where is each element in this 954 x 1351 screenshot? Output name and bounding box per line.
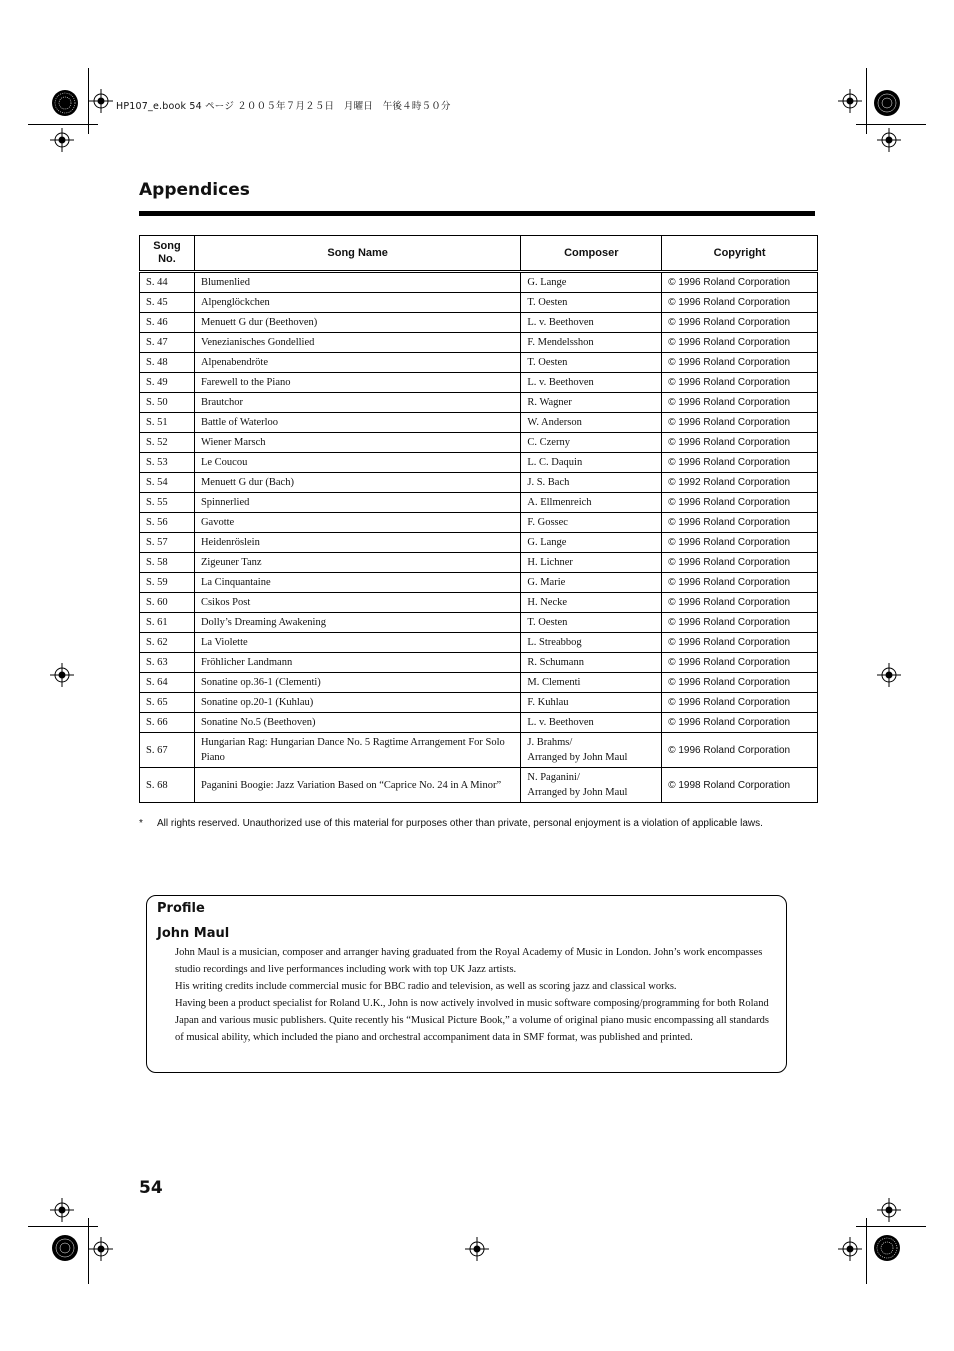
cell-song-no: S. 55 [140,493,195,513]
cell-song-name: Gavotte [194,513,520,533]
cell-song-name: Zigeuner Tanz [194,553,520,573]
cell-song-no: S. 67 [140,733,195,768]
starburst-disc-icon [51,89,79,117]
composer-line: R. Schumann [527,657,584,668]
profile-body [175,944,775,1046]
registration-mark-icon [877,1198,901,1222]
composer-line: J. Brahms/ [527,737,573,748]
cell-song-name: Paganini Boogie: Jazz Variation Based on “Caprice No. 24 in A Minor” [194,768,520,803]
cell-song-no: S. 58 [140,553,195,573]
registration-mark-icon [50,1198,74,1222]
cell-composer [521,613,662,633]
composer-line: Arranged by John Maul [527,752,628,763]
cell-song-no: S. 59 [140,573,195,593]
composer-line: L. Streabbog [527,637,582,648]
cell-composer [521,272,662,293]
table-row [140,453,818,473]
crop-mark [856,1226,926,1227]
print-header: HP107_e.book 54 ページ ２００５年７月２５日 月曜日 午後４時５０分 [116,101,451,112]
table-row [140,393,818,413]
registration-mark-icon [50,128,74,152]
header-song-no: Song No. [140,236,195,272]
cell-copyright: © 1996 Roland Corporation [662,393,818,413]
cell-copyright: © 1996 Roland Corporation [662,633,818,653]
cell-composer [521,593,662,613]
cell-song-name: Venezianisches Gondellied [194,333,520,353]
composer-line: Arranged by John Maul [527,787,628,798]
cell-composer [521,313,662,333]
composer-line: L. v. Beethoven [527,717,594,728]
composer-line: G. Lange [527,277,567,288]
cell-song-no: S. 64 [140,673,195,693]
profile-box [146,895,787,1073]
registration-mark-icon [50,663,74,687]
registration-mark-icon [838,1237,862,1261]
crop-mark [28,124,98,125]
cell-copyright: © 1996 Roland Corporation [662,493,818,513]
table-row [140,493,818,513]
table-row [140,768,818,803]
cell-song-no: S. 68 [140,768,195,803]
composer-line: W. Anderson [527,417,582,428]
cell-song-name: Farewell to the Piano [194,373,520,393]
cell-song-no: S. 65 [140,693,195,713]
table-row [140,733,818,768]
cell-copyright: © 1996 Roland Corporation [662,653,818,673]
cell-song-name: Blumenlied [194,272,520,293]
cell-song-name: Spinnerlied [194,493,520,513]
starburst-disc-icon [873,1234,901,1262]
cell-composer [521,673,662,693]
cell-composer [521,533,662,553]
table-row [140,272,818,293]
footnote [139,818,763,829]
composer-line: H. Lichner [527,557,573,568]
cell-composer [521,413,662,433]
table-row [140,713,818,733]
cell-song-name: La Cinquantaine [194,573,520,593]
cell-song-no: S. 51 [140,413,195,433]
footnote-text: All rights reserved. Unauthorized use of this material for purposes other than private, personal enjoyment is a violation of applicable laws. [157,818,763,829]
cell-song-name: Sonatine op.36-1 (Clementi) [194,673,520,693]
cell-song-name: Le Coucou [194,453,520,473]
cell-composer [521,293,662,313]
cell-copyright: © 1996 Roland Corporation [662,373,818,393]
cell-copyright: © 1996 Roland Corporation [662,573,818,593]
cell-composer [521,513,662,533]
cell-copyright: © 1996 Roland Corporation [662,272,818,293]
cell-copyright: © 1996 Roland Corporation [662,613,818,633]
cell-song-name: Heidenröslein [194,533,520,553]
composer-line: G. Marie [527,577,566,588]
cell-song-name: Battle of Waterloo [194,413,520,433]
table-row [140,573,818,593]
cell-song-no: S. 44 [140,272,195,293]
table-row [140,613,818,633]
cell-song-no: S. 66 [140,713,195,733]
cell-copyright: © 1996 Roland Corporation [662,293,818,313]
registration-mark-icon [89,89,113,113]
cell-copyright: © 1996 Roland Corporation [662,313,818,333]
cell-copyright: © 1996 Roland Corporation [662,353,818,373]
cell-song-no: S. 60 [140,593,195,613]
cell-song-no: S. 48 [140,353,195,373]
footnote-mark: * [139,818,143,829]
cell-copyright: © 1996 Roland Corporation [662,553,818,573]
cell-composer [521,353,662,373]
cell-song-no: S. 46 [140,313,195,333]
cell-song-name: Csikos Post [194,593,520,613]
composer-line: J. S. Bach [527,477,570,488]
cell-copyright: © 1996 Roland Corporation [662,673,818,693]
cell-copyright: © 1996 Roland Corporation [662,413,818,433]
cell-copyright: © 1996 Roland Corporation [662,453,818,473]
composer-line: F. Mendelsshon [527,337,594,348]
cell-composer [521,713,662,733]
cell-song-name: Sonatine No.5 (Beethoven) [194,713,520,733]
table-row [140,313,818,333]
cell-song-name: Menuett G dur (Beethoven) [194,313,520,333]
cell-song-name: La Violette [194,633,520,653]
composer-line: A. Ellmenreich [527,497,592,508]
header-composer: Composer [521,236,662,272]
cell-song-no: S. 45 [140,293,195,313]
cell-composer [521,693,662,713]
cell-song-no: S. 50 [140,393,195,413]
cell-song-name: Brautchor [194,393,520,413]
title-rule [139,211,815,216]
composer-line: F. Kuhlau [527,697,569,708]
cell-composer [521,393,662,413]
cell-song-name: Fröhlicher Landmann [194,653,520,673]
profile-paragraph: John Maul is a musician, composer and arranger having graduated from the Royal Academy of Music in London. John’s work encompasses studio recordings and live performances including work with top UK Jazz artists. [175,947,763,975]
header-copyright: Copyright [662,236,818,272]
composer-line: M. Clementi [527,677,581,688]
cell-copyright: © 1996 Roland Corporation [662,533,818,553]
cell-copyright: © 1996 Roland Corporation [662,513,818,533]
cell-song-name: Menuett G dur (Bach) [194,473,520,493]
composer-line: L. v. Beethoven [527,317,594,328]
table-row [140,293,818,313]
cell-copyright: © 1996 Roland Corporation [662,713,818,733]
cell-song-no: S. 63 [140,653,195,673]
table-row [140,433,818,453]
cell-copyright: © 1992 Roland Corporation [662,473,818,493]
composer-line: G. Lange [527,537,567,548]
table-row [140,333,818,353]
table-row [140,553,818,573]
table-row [140,353,818,373]
registration-mark-icon [877,128,901,152]
cell-song-no: S. 49 [140,373,195,393]
cell-composer [521,633,662,653]
table-row [140,513,818,533]
table-row [140,633,818,653]
composer-line: L. C. Daquin [527,457,583,468]
cell-composer [521,433,662,453]
cell-composer [521,733,662,768]
cell-song-name: Dolly’s Dreaming Awakening [194,613,520,633]
table-row [140,413,818,433]
page-number: 54 [139,1178,163,1198]
table-row [140,653,818,673]
table-row [140,693,818,713]
cell-song-no: S. 56 [140,513,195,533]
table-row [140,533,818,553]
table-row [140,473,818,493]
table-row [140,593,818,613]
registration-mark-icon [465,1237,489,1261]
profile-paragraph: Having been a product specialist for Roland U.K., John is now actively involved in music software composing/programming for both Roland Japan and various music publishers. Quite recently his “Musical Picture Book,” a volume of original piano music encompassing all standards of musical ability, which included the piano and orchestral accompaniment data in SMF format, was published and printed. [175,998,769,1043]
profile-name: John Maul [157,926,230,941]
cell-composer [521,373,662,393]
cell-song-no: S. 57 [140,533,195,553]
cell-song-name: Hungarian Rag: Hungarian Dance No. 5 Ragtime Arrangement For Solo Piano [194,733,520,768]
composer-line: F. Gossec [527,517,568,528]
composer-line: H. Necke [527,597,568,608]
cell-copyright: © 1996 Roland Corporation [662,433,818,453]
starburst-disc-icon [51,1234,79,1262]
composer-line: L. v. Beethoven [527,377,594,388]
profile-title: Profile [157,901,205,916]
cell-composer [521,493,662,513]
starburst-disc-icon [873,89,901,117]
header-song-name: Song Name [194,236,520,272]
registration-mark-icon [877,663,901,687]
cell-song-no: S. 54 [140,473,195,493]
cell-song-no: S. 61 [140,613,195,633]
crop-mark [856,124,926,125]
cell-copyright: © 1996 Roland Corporation [662,593,818,613]
composer-line: T. Oesten [527,357,568,368]
composer-line: T. Oesten [527,617,568,628]
table-row [140,673,818,693]
cell-song-name: Sonatine op.20-1 (Kuhlau) [194,693,520,713]
cell-composer [521,573,662,593]
crop-mark [866,1218,867,1284]
cell-composer [521,553,662,573]
cell-song-name: Alpenabendröte [194,353,520,373]
cell-composer [521,473,662,493]
cell-composer [521,453,662,473]
song-table [139,235,818,803]
cell-copyright: © 1996 Roland Corporation [662,733,818,768]
composer-line: N. Paganini/ [527,772,580,783]
cell-song-no: S. 62 [140,633,195,653]
cell-song-name: Wiener Marsch [194,433,520,453]
cell-copyright: © 1996 Roland Corporation [662,333,818,353]
composer-line: T. Oesten [527,297,568,308]
cell-composer [521,653,662,673]
registration-mark-icon [89,1237,113,1261]
profile-paragraph: His writing credits include commercial music for BBC radio and television, as well as scoring jazz and classical works. [175,981,677,992]
table-row [140,373,818,393]
table-header-row [140,236,818,272]
cell-copyright: © 1998 Roland Corporation [662,768,818,803]
section-title: Appendices [139,180,250,200]
cell-song-no: S. 47 [140,333,195,353]
cell-composer [521,333,662,353]
cell-copyright: © 1996 Roland Corporation [662,693,818,713]
registration-mark-icon [838,89,862,113]
composer-line: C. Czerny [527,437,570,448]
cell-song-name: Alpenglöckchen [194,293,520,313]
crop-mark [28,1226,98,1227]
composer-line: R. Wagner [527,397,572,408]
cell-song-no: S. 53 [140,453,195,473]
cell-song-no: S. 52 [140,433,195,453]
cell-composer [521,768,662,803]
